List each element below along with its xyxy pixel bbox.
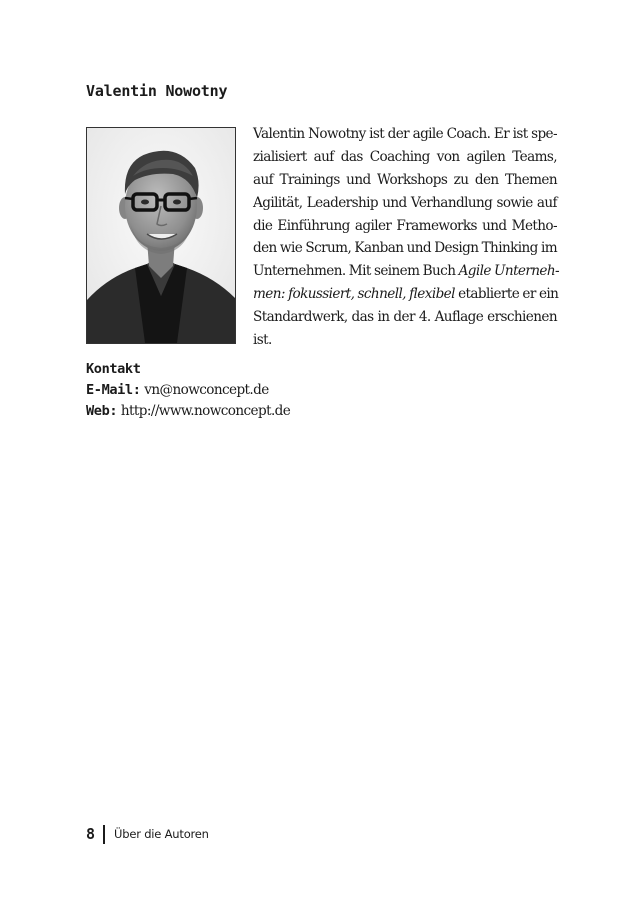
email-label: E-Mail: [86,382,141,398]
bio-line [253,283,557,306]
bio-text: Unternehmen. Mit seinem Buch [253,263,459,280]
section-title: Über die Autoren [114,827,209,841]
bio-line: ist. [253,332,272,349]
author-photo [86,127,236,344]
bio-line [253,260,560,283]
author-bio [253,123,560,352]
page-footer [86,823,209,845]
bio-line: Standardwerk, das in der 4. Auflage erschienen [253,309,557,326]
bio-line: Valentin Nowotny ist der agile Coach. Er ist spe- [253,126,557,142]
bio-line: die Einführung agiler Frameworks und Metho- [253,217,557,234]
bio-line: zialisiert auf das Coaching von agilen Teams, [253,148,557,165]
web-row [86,401,290,422]
bio-line: Agilität, Leadership und Verhandlung sowie auf [253,194,557,211]
contact-section [86,359,290,422]
book-title: Agile Unterneh- [458,263,560,280]
author-heading: Valentin Nowotny [86,82,228,100]
contact-title: Kontakt [86,361,141,377]
web-label: Web: [86,403,118,419]
book-title: men: fokussiert, schnell, flexibel [253,286,455,303]
bio-line: den wie Scrum, Kanban und Design Thinking im [253,240,557,257]
web-value[interactable]: http://www.nowconcept.de [120,403,291,419]
email-value[interactable]: vn@nowconcept.de [144,382,269,398]
page-number: 8 [86,825,96,843]
bio-text: etablierte er ein [454,286,559,303]
bio-line: auf Trainings und Workshops zu den Themen [253,171,557,188]
footer-divider [103,825,105,844]
email-row [86,380,290,401]
